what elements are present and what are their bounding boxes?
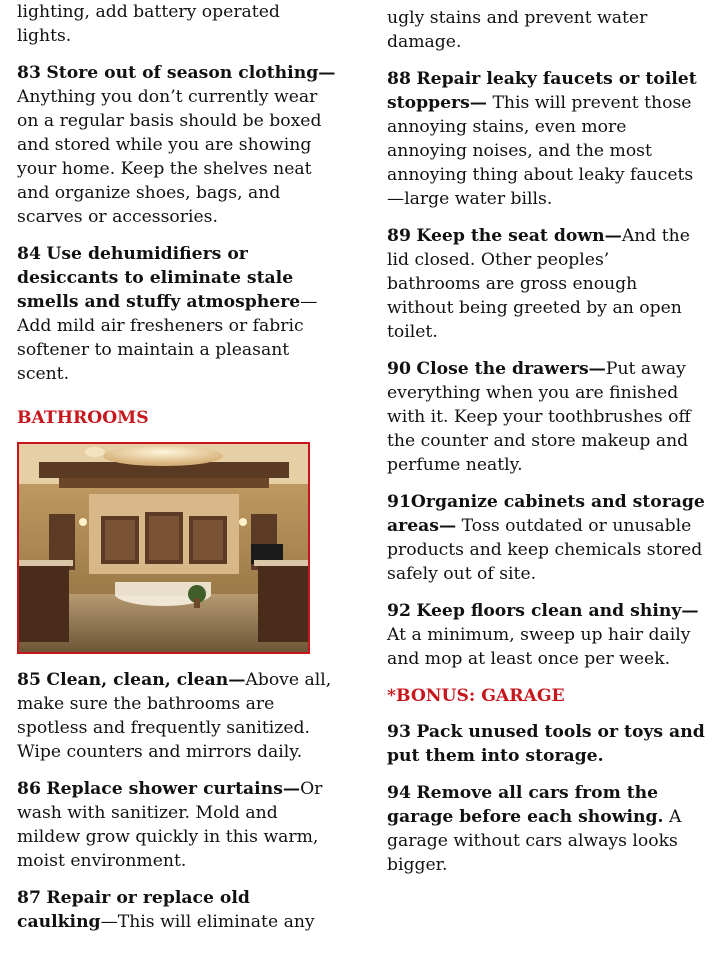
tip-84: [17, 242, 339, 386]
tip-number: 93: [387, 722, 411, 742]
tip-body: Toss outdated or unusable products and keep chemicals stored safely out of site.: [387, 516, 703, 584]
tip-89: [387, 224, 707, 344]
tip-94: [387, 781, 707, 877]
tip-91: [387, 490, 707, 586]
tip-title: Store out of season clothing—: [46, 63, 336, 83]
tip-88: [387, 67, 707, 211]
tip-body: Or wash with sanitizer. Mold and mildew grow quickly in this warm, moist environment.: [17, 779, 323, 871]
tip-number: 85: [17, 670, 41, 690]
tip-86: [17, 777, 339, 873]
tip-title: Replace shower curtains—: [46, 779, 301, 799]
right-column: [387, 0, 707, 890]
tip-title: Repair or replace old caulking: [17, 888, 250, 932]
tip-92: [387, 599, 707, 671]
tip-number: 87: [17, 888, 41, 908]
tip-title: Clean, clean, clean—: [46, 670, 246, 690]
tip-title: Keep floors clean and shiny—: [416, 601, 699, 621]
section-heading-bathrooms: BATHROOMS: [17, 408, 149, 428]
bathroom-photo: [17, 442, 310, 654]
continued-text-right: ugly stains and prevent water damage.: [387, 8, 648, 52]
tip-number: 92: [387, 601, 411, 621]
continued-text-left: lighting, add battery operated lights.: [17, 2, 280, 46]
tip-number: 90: [387, 359, 411, 379]
tip-87: [17, 886, 339, 934]
tip-85: [17, 668, 339, 764]
tip-number: 86: [17, 779, 41, 799]
tip-body: This will prevent those annoying stains, even more annoying noises, and the most annoying thing about leaky faucets—large water bills.: [387, 93, 694, 209]
left-column: [17, 0, 339, 947]
tip-title: Pack unused tools or toys and put them into storage.: [387, 722, 705, 766]
tip-body: Above all, make sure the bathrooms are spotless and frequently sanitized. Wipe counters and mirrors daily.: [17, 670, 332, 762]
tip-number: 91: [387, 492, 411, 512]
tip-body: Anything you don’t currently wear on a regular basis should be boxed and stored while you are showing your home. Keep the shelves neat and organize shoes, bags, and scarves or accessories.: [17, 87, 322, 227]
tip-title: Close the drawers—: [416, 359, 606, 379]
tip-title: Repair leaky faucets or toilet stoppers—: [387, 69, 697, 113]
tip-body: At a minimum, sweep up hair daily and mop at least once per week.: [387, 625, 691, 669]
tip-number: 83: [17, 63, 41, 83]
tip-title: Remove all cars from the garage before each showing.: [387, 783, 664, 827]
tip-body: —Add mild air fresheners or fabric softener to maintain a pleasant scent.: [17, 292, 318, 384]
tip-body: A garage without cars always looks bigger.: [387, 807, 682, 875]
tip-title: Keep the seat down—: [416, 226, 622, 246]
tip-number: 89: [387, 226, 411, 246]
bathroom-illustration: [19, 444, 308, 652]
tip-number: 94: [387, 783, 411, 803]
tip-body: Put away everything when you are finished with it. Keep your toothbrushes off the counter and store makeup and perfume neatly.: [387, 359, 691, 475]
tip-body: And the lid closed. Other peoples’ bathrooms are gross enough without being greeted by an open toilet.: [387, 226, 690, 342]
tip-83: [17, 61, 339, 229]
tip-number: 88: [387, 69, 411, 89]
tip-90: [387, 357, 707, 477]
tip-title: Organize cabinets and storage areas—: [387, 492, 705, 536]
tip-title: Use dehumidifiers or desiccants to eliminate stale smells and stuffy atmosphere: [17, 244, 301, 312]
tip-93: [387, 720, 707, 768]
tip-body: —This will eliminate any: [100, 912, 315, 932]
section-heading-garage: *BONUS: GARAGE: [387, 686, 565, 706]
tip-number: 84: [17, 244, 41, 264]
